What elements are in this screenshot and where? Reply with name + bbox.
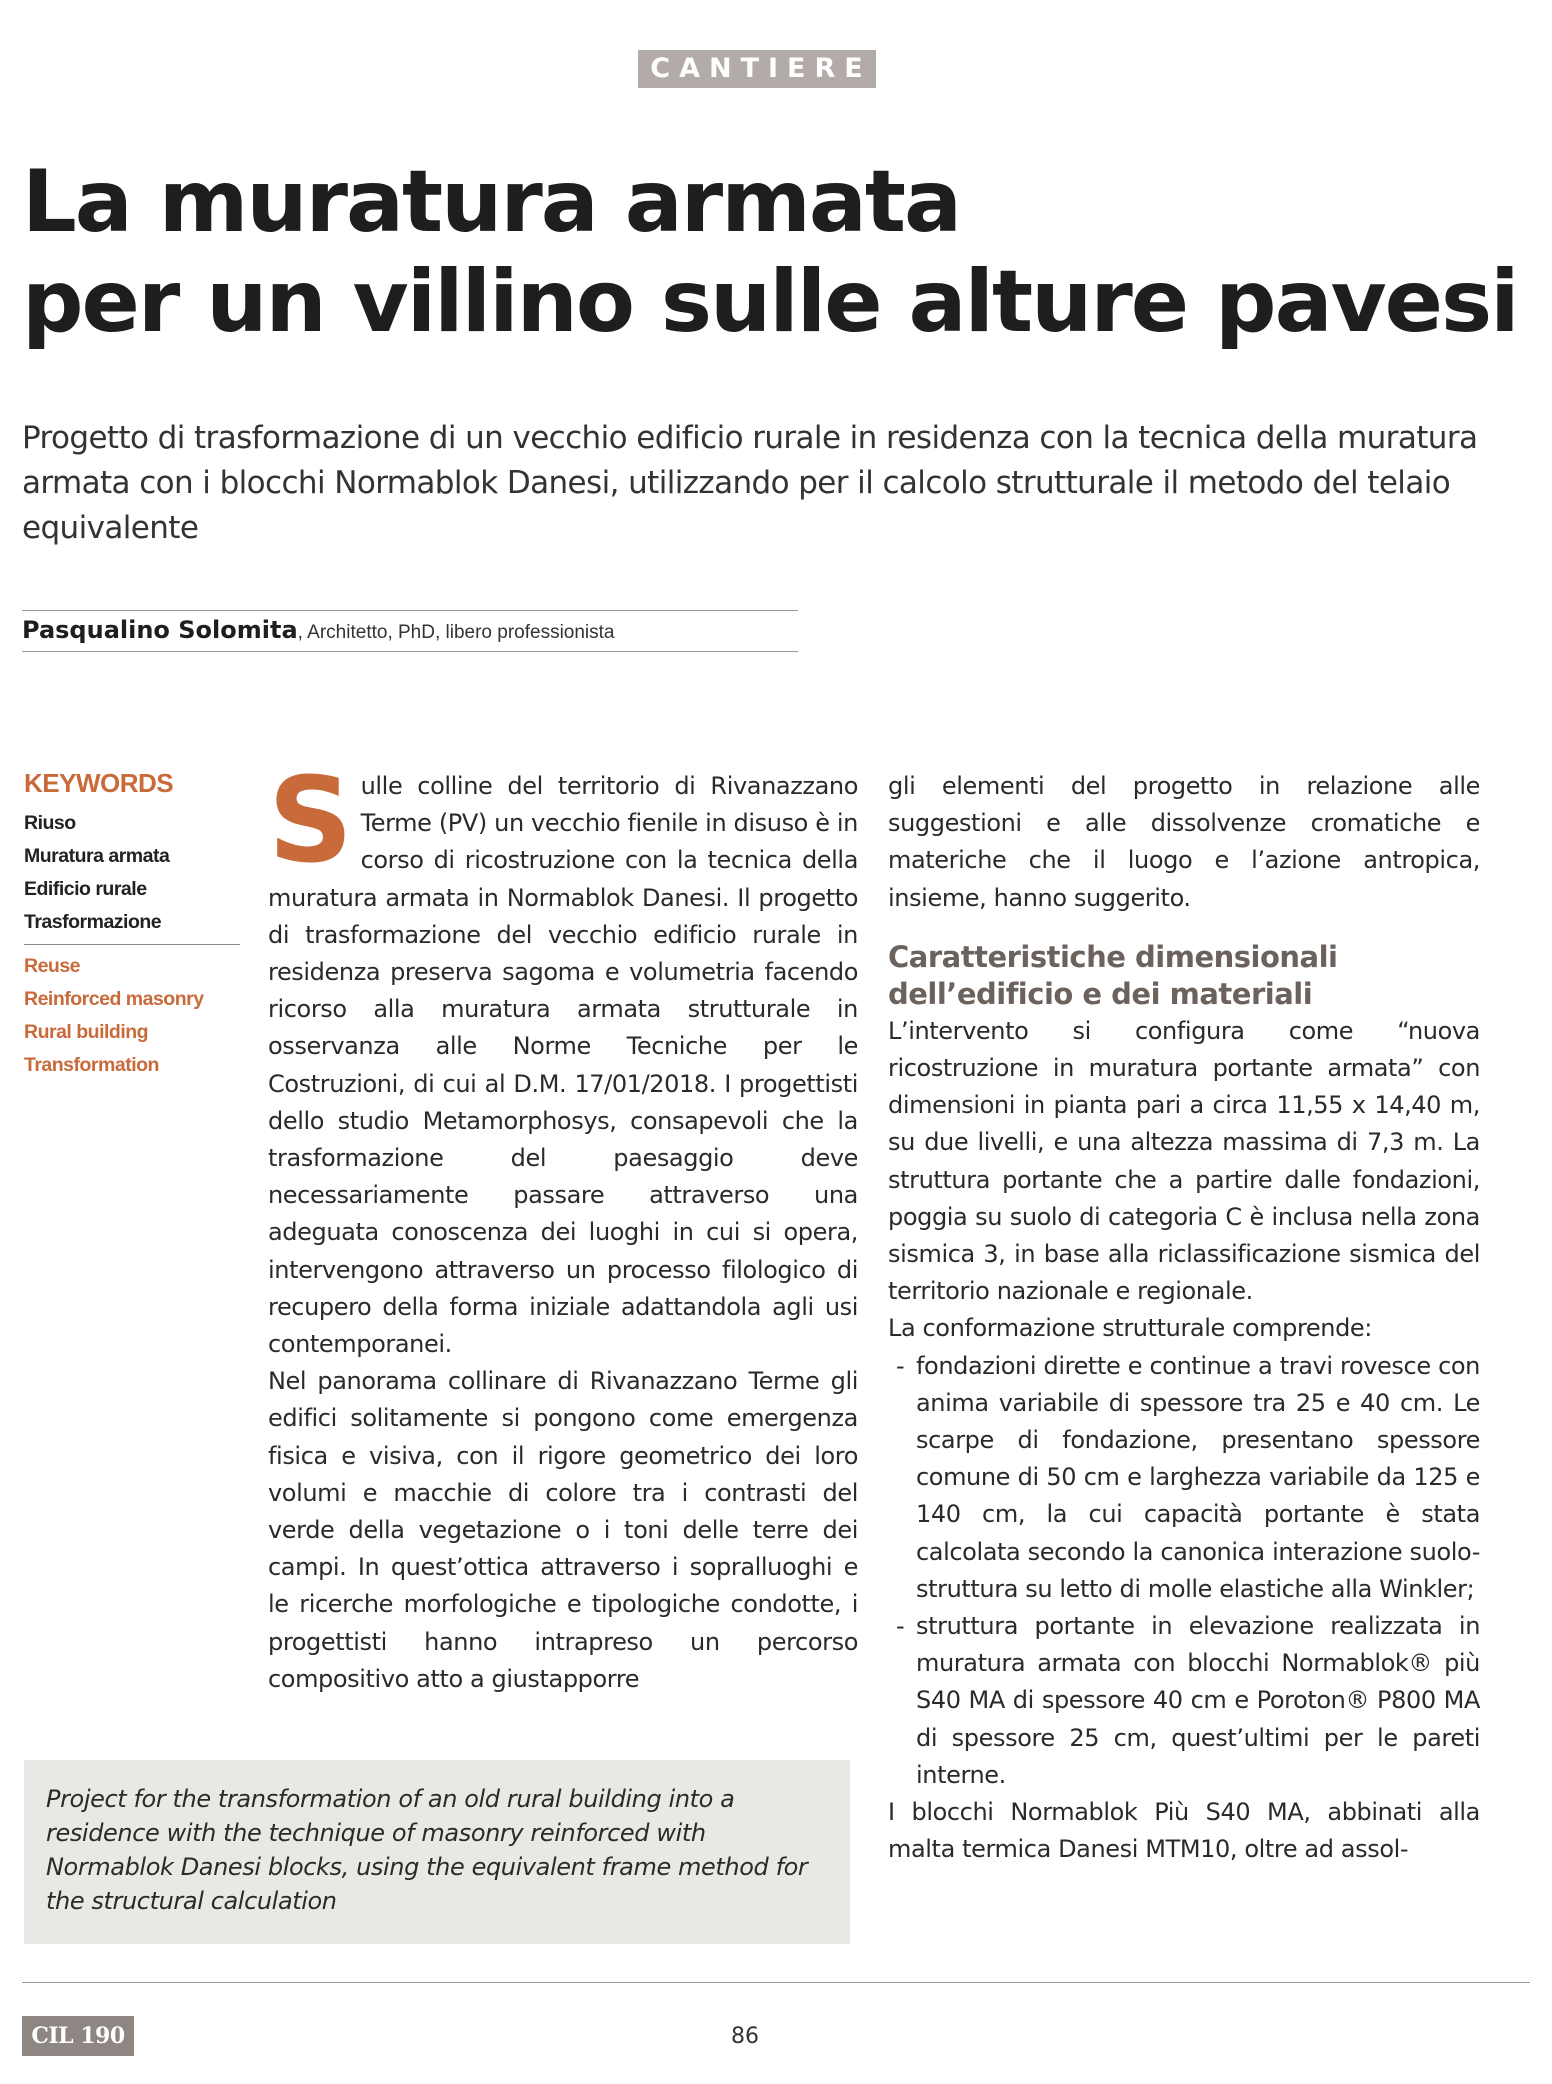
body-column-1	[268, 751, 858, 1698]
body-paragraph: L’intervento si configura come “nuova ricostruzione in muratura portante armata” con dimensioni in pianta pari a circa 11,55 x 14,40 m, su due livelli, e una altezza massima di 7,3 m. La struttura portante che a partire dalle fondazioni, poggia su suolo di categoria C è inclusa nella zona sismica 3, in base alla riclassificazione sismica del territorio nazionale e regionale.	[888, 1016, 1480, 1306]
body-paragraph: Nel panorama collinare di Rivanazzano Terme gli edifici solitamente si pongono come emergenza fisica e visiva, con il rigore geometrico dei loro volumi e macchie di colore tra i contrasti del verde della vegetazione o i toni delle terre dei campi. In quest’ottica attraverso i sopralluoghi e le ricerche morfologiche e tipologiche condotte, i progettisti hanno intrapreso un percorso compositivo atto a giustapporre	[268, 1367, 858, 1693]
footer-divider	[22, 1982, 1530, 1983]
structure-list	[888, 1348, 1480, 1794]
keyword-en: Reinforced masonry	[24, 988, 204, 1010]
keywords-heading: KEYWORDS	[24, 768, 174, 798]
keyword-it: Trasformazione	[24, 911, 162, 933]
body-paragraph: gli elementi del progetto in relazione alle suggestioni e alle dissolvenze cromatiche e materiche che il luogo e l’azione antropica, insieme, hanno suggerito.	[888, 772, 1480, 912]
english-abstract-box	[24, 1760, 850, 1944]
keyword-en: Reuse	[24, 955, 81, 977]
keywords-italian-list	[24, 807, 242, 939]
author-role: , Architetto, PhD, libero professionista	[297, 622, 615, 643]
title-line-1: La muratura armata	[22, 152, 961, 252]
byline	[22, 610, 798, 652]
keywords-divider	[24, 944, 240, 945]
page-number: 86	[731, 2024, 759, 2049]
keyword-it: Muratura armata	[24, 845, 170, 867]
list-item: - struttura portante in elevazione realizzata in muratura armata con blocchi Normablok® più S40 MA di spessore 40 cm e Poroton® P800 MA di spessore 25 cm, quest’ultimi per le pareti interne.	[888, 1608, 1480, 1794]
keyword-it: Edificio rurale	[24, 878, 147, 900]
article-title	[22, 152, 1522, 352]
keywords-english-list	[24, 950, 242, 1082]
section-tag: CANTIERE	[638, 50, 876, 88]
keyword-en: Rural building	[24, 1021, 149, 1043]
title-line-2: per un villino sulle alture pavesi	[22, 252, 1518, 352]
drop-cap: S	[268, 751, 353, 889]
body-column-2	[888, 768, 1480, 1868]
keyword-en: Transformation	[24, 1054, 159, 1076]
author-name: Pasqualino Solomita	[22, 616, 298, 644]
article-lead: Progetto di trasformazione di un vecchio edificio rurale in residenza con la tecnica della muratura armata con i blocchi Normablok Danesi, utilizzando per il calcolo strutturale il metodo del telaio equivalente	[22, 420, 1478, 546]
section-subheading: Caratteristiche dimensionali dell’edificio e dei materiali	[888, 939, 1338, 1011]
list-item: - fondazioni dirette e continue a travi rovesce con anima variabile di spessore tra 25 e 40 cm. Le scarpe di fondazione, presentano spessore comune di 50 cm e larghezza variabile da 125 e 140 cm, la cui capacità portante è stata calcolata secondo la canonica interazione suolo-struttura su letto di molle elastiche alla Winkler;	[888, 1348, 1480, 1608]
body-paragraph: I blocchi Normablok Più S40 MA, abbinati alla malta termica Danesi MTM10, oltre ad assol-	[888, 1798, 1480, 1864]
keywords-box	[24, 768, 242, 1082]
keyword-it: Riuso	[24, 812, 76, 834]
body-paragraph: La conformazione strutturale comprende:	[888, 1314, 1372, 1343]
magazine-badge: CIL 190	[22, 2016, 134, 2056]
body-paragraph: ulle colline del territorio di Rivanazzano Terme (PV) un vecchio fienile in disuso è in corso di ricostruzione con la tecnica della muratura armata in Normablok Danesi. Il progetto di trasformazione del vecchio edificio rurale in residenza preserva sagoma e volumetria facendo ricorso alla muratura armata strutturale in osservanza alle Norme Tecniche per le Costruzioni, di cui al D.M. 17/01/2018. I progettisti dello studio Metamorphosys, consapevoli che la trasformazione del paesaggio deve necessariamente passare attraverso una adeguata conoscenza dei luoghi in cui si opera, intervengono attraverso un processo filologico di recupero della forma iniziale adattandola agli usi contemporanei.	[268, 772, 858, 1359]
english-abstract: Project for the transformation of an old rural building into a residence with the technique of masonry reinforced with Normablok Danesi blocks, using the equivalent frame method for the structural calculation	[46, 1785, 808, 1915]
